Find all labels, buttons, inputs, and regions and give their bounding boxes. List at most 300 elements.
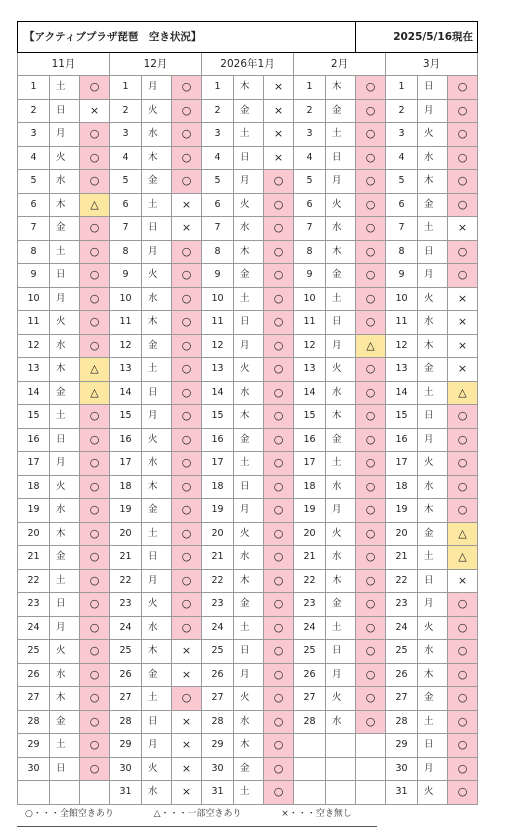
weekday: 土 <box>418 546 448 570</box>
availability-status: ○ <box>448 193 478 217</box>
day-row <box>18 757 478 781</box>
weekday: 火 <box>418 287 448 311</box>
availability-status: ○ <box>264 522 294 546</box>
weekday: 金 <box>50 217 80 241</box>
availability-status: ○ <box>264 569 294 593</box>
availability-status: ○ <box>448 640 478 664</box>
day-row <box>18 546 478 570</box>
weekday: 金 <box>234 757 264 781</box>
availability-status: ○ <box>264 757 294 781</box>
availability-status: ○ <box>80 640 110 664</box>
weekday: 金 <box>326 593 356 617</box>
weekday: 土 <box>326 616 356 640</box>
day-number: 20 <box>294 522 326 546</box>
weekday: 金 <box>418 522 448 546</box>
day-row <box>18 475 478 499</box>
availability-status: ○ <box>80 217 110 241</box>
weekday: 金 <box>326 264 356 288</box>
availability-status: ○ <box>264 358 294 382</box>
weekday: 金 <box>142 170 172 194</box>
weekday: 木 <box>326 76 356 100</box>
availability-status: ○ <box>80 452 110 476</box>
day-number: 25 <box>110 640 142 664</box>
day-number: 28 <box>294 710 326 734</box>
availability-status: ○ <box>264 334 294 358</box>
availability-status: ○ <box>356 240 386 264</box>
day-number: 15 <box>18 405 50 429</box>
day-number: 30 <box>386 757 418 781</box>
day-number: 10 <box>294 287 326 311</box>
day-number: 7 <box>294 217 326 241</box>
availability-status: ○ <box>448 710 478 734</box>
weekday: 木 <box>326 569 356 593</box>
availability-status: × <box>172 757 202 781</box>
weekday: 水 <box>142 616 172 640</box>
day-number: 22 <box>294 569 326 593</box>
availability-status: ○ <box>172 240 202 264</box>
availability-status: ○ <box>356 522 386 546</box>
weekday: 水 <box>326 475 356 499</box>
weekday: 月 <box>326 499 356 523</box>
day-number: 3 <box>294 123 326 147</box>
weekday <box>326 781 356 805</box>
day-number: 8 <box>110 240 142 264</box>
weekday: 日 <box>326 146 356 170</box>
day-number: 5 <box>294 170 326 194</box>
day-row <box>18 452 478 476</box>
day-row <box>18 99 478 123</box>
availability-status: ○ <box>264 452 294 476</box>
availability-status: ○ <box>80 734 110 758</box>
weekday: 月 <box>418 264 448 288</box>
day-number: 4 <box>386 146 418 170</box>
weekday: 土 <box>234 781 264 805</box>
day-number: 10 <box>202 287 234 311</box>
weekday: 日 <box>326 640 356 664</box>
weekday: 土 <box>418 381 448 405</box>
day-row <box>18 687 478 711</box>
day-number: 15 <box>294 405 326 429</box>
day-number <box>18 781 50 805</box>
weekday: 金 <box>234 264 264 288</box>
weekday <box>326 757 356 781</box>
day-number: 25 <box>202 640 234 664</box>
day-row <box>18 123 478 147</box>
availability-status: ○ <box>172 405 202 429</box>
availability-status: × <box>448 569 478 593</box>
weekday: 木 <box>326 240 356 264</box>
availability-status: △ <box>356 334 386 358</box>
day-number: 9 <box>386 264 418 288</box>
weekday: 日 <box>418 405 448 429</box>
availability-status: ○ <box>80 76 110 100</box>
weekday: 水 <box>142 452 172 476</box>
weekday: 水 <box>142 781 172 805</box>
weekday: 水 <box>234 217 264 241</box>
availability-status: × <box>264 76 294 100</box>
weekday: 月 <box>142 569 172 593</box>
availability-status: ○ <box>264 734 294 758</box>
weekday: 日 <box>418 240 448 264</box>
weekday: 月 <box>326 170 356 194</box>
weekday: 月 <box>50 287 80 311</box>
availability-status: ○ <box>172 499 202 523</box>
weekday: 火 <box>142 593 172 617</box>
weekday: 土 <box>326 452 356 476</box>
availability-status: ○ <box>80 663 110 687</box>
day-number: 16 <box>202 428 234 452</box>
weekday: 金 <box>50 381 80 405</box>
weekday: 金 <box>234 593 264 617</box>
availability-status: × <box>172 710 202 734</box>
day-number: 4 <box>294 146 326 170</box>
availability-status: ○ <box>172 546 202 570</box>
day-number: 18 <box>18 475 50 499</box>
availability-status: ○ <box>80 405 110 429</box>
day-number: 31 <box>386 781 418 805</box>
availability-status: ○ <box>264 499 294 523</box>
weekday: 水 <box>418 640 448 664</box>
weekday: 木 <box>234 405 264 429</box>
day-number: 25 <box>386 640 418 664</box>
availability-status: ○ <box>172 358 202 382</box>
weekday: 土 <box>234 123 264 147</box>
day-number: 11 <box>202 311 234 335</box>
availability-status: ○ <box>264 593 294 617</box>
day-number: 27 <box>18 687 50 711</box>
availability-status: × <box>172 193 202 217</box>
weekday: 月 <box>142 76 172 100</box>
day-row <box>18 428 478 452</box>
day-number: 16 <box>386 428 418 452</box>
month-header: 11月 <box>18 53 110 76</box>
weekday: 火 <box>234 687 264 711</box>
weekday: 金 <box>234 428 264 452</box>
weekday: 月 <box>418 99 448 123</box>
month-header-row <box>18 53 478 76</box>
day-number: 2 <box>18 99 50 123</box>
weekday: 火 <box>326 687 356 711</box>
weekday: 火 <box>234 193 264 217</box>
availability-status: ○ <box>448 475 478 499</box>
availability-status: × <box>172 781 202 805</box>
day-row <box>18 663 478 687</box>
day-number: 25 <box>18 640 50 664</box>
availability-status: ○ <box>264 264 294 288</box>
weekday: 土 <box>142 522 172 546</box>
weekday: 火 <box>418 616 448 640</box>
day-number: 13 <box>386 358 418 382</box>
day-number: 24 <box>18 616 50 640</box>
day-number: 4 <box>18 146 50 170</box>
weekday: 月 <box>418 593 448 617</box>
day-number: 24 <box>386 616 418 640</box>
weekday: 木 <box>418 334 448 358</box>
day-number: 14 <box>386 381 418 405</box>
day-number: 4 <box>202 146 234 170</box>
weekday: 火 <box>326 193 356 217</box>
day-number: 2 <box>294 99 326 123</box>
availability-status: ○ <box>356 99 386 123</box>
weekday: 金 <box>50 710 80 734</box>
legend-underline <box>17 826 377 827</box>
day-number: 21 <box>294 546 326 570</box>
day-number <box>294 734 326 758</box>
availability-status: × <box>448 311 478 335</box>
day-row <box>18 710 478 734</box>
day-number: 8 <box>202 240 234 264</box>
weekday: 日 <box>418 76 448 100</box>
day-number: 28 <box>386 710 418 734</box>
day-number: 19 <box>294 499 326 523</box>
day-number: 11 <box>110 311 142 335</box>
day-number: 12 <box>110 334 142 358</box>
day-number: 22 <box>110 569 142 593</box>
day-number: 9 <box>110 264 142 288</box>
availability-status: ○ <box>172 381 202 405</box>
day-number: 7 <box>386 217 418 241</box>
weekday: 金 <box>50 546 80 570</box>
weekday: 木 <box>234 76 264 100</box>
day-number: 14 <box>294 381 326 405</box>
weekday: 土 <box>50 76 80 100</box>
availability-status: ○ <box>172 452 202 476</box>
availability-status: ○ <box>172 334 202 358</box>
day-row <box>18 640 478 664</box>
availability-status: ○ <box>172 264 202 288</box>
availability-status: △ <box>448 546 478 570</box>
availability-status: ○ <box>356 264 386 288</box>
availability-status: ○ <box>356 546 386 570</box>
day-number: 5 <box>110 170 142 194</box>
day-number: 6 <box>110 193 142 217</box>
day-number: 27 <box>110 687 142 711</box>
weekday: 火 <box>50 640 80 664</box>
day-number: 1 <box>18 76 50 100</box>
weekday: 土 <box>326 287 356 311</box>
day-number: 12 <box>18 334 50 358</box>
day-number: 16 <box>294 428 326 452</box>
availability-status: ○ <box>80 428 110 452</box>
day-row <box>18 616 478 640</box>
month-header: 2月 <box>294 53 386 76</box>
weekday: 水 <box>142 123 172 147</box>
day-number: 25 <box>294 640 326 664</box>
day-number <box>294 781 326 805</box>
weekday: 水 <box>418 311 448 335</box>
day-number: 8 <box>294 240 326 264</box>
availability-status: ○ <box>448 663 478 687</box>
weekday: 水 <box>142 287 172 311</box>
day-number: 24 <box>294 616 326 640</box>
weekday: 火 <box>418 123 448 147</box>
availability-status: × <box>172 217 202 241</box>
day-number: 18 <box>386 475 418 499</box>
day-number: 7 <box>18 217 50 241</box>
day-number: 14 <box>110 381 142 405</box>
day-row <box>18 358 478 382</box>
day-number: 28 <box>18 710 50 734</box>
weekday: 金 <box>234 99 264 123</box>
weekday: 水 <box>234 710 264 734</box>
availability-status: ○ <box>356 663 386 687</box>
day-number: 21 <box>18 546 50 570</box>
availability-status: ○ <box>80 569 110 593</box>
weekday: 木 <box>234 734 264 758</box>
day-number: 30 <box>18 757 50 781</box>
availability-status: ○ <box>80 334 110 358</box>
day-number: 26 <box>18 663 50 687</box>
weekday: 日 <box>418 569 448 593</box>
day-number: 10 <box>386 287 418 311</box>
weekday: 月 <box>142 240 172 264</box>
weekday: 木 <box>418 170 448 194</box>
weekday: 日 <box>50 99 80 123</box>
availability-status: × <box>448 358 478 382</box>
day-row <box>18 593 478 617</box>
day-row <box>18 311 478 335</box>
availability-sheet <box>17 21 478 805</box>
weekday: 水 <box>326 381 356 405</box>
availability-status <box>356 734 386 758</box>
day-number: 16 <box>18 428 50 452</box>
weekday: 水 <box>234 381 264 405</box>
availability-status: ○ <box>356 193 386 217</box>
weekday: 土 <box>234 452 264 476</box>
day-row <box>18 193 478 217</box>
availability-status: ○ <box>80 264 110 288</box>
availability-status: ○ <box>264 428 294 452</box>
weekday: 日 <box>50 428 80 452</box>
availability-status: × <box>264 123 294 147</box>
day-number: 20 <box>110 522 142 546</box>
weekday: 金 <box>142 334 172 358</box>
availability-status: ○ <box>448 499 478 523</box>
availability-status: ○ <box>264 287 294 311</box>
day-number: 12 <box>294 334 326 358</box>
availability-status: ○ <box>356 123 386 147</box>
availability-status: × <box>448 287 478 311</box>
day-number: 16 <box>110 428 142 452</box>
day-row <box>18 170 478 194</box>
weekday: 月 <box>234 499 264 523</box>
availability-status: ○ <box>80 710 110 734</box>
availability-status: △ <box>80 193 110 217</box>
weekday: 土 <box>142 358 172 382</box>
weekday: 日 <box>142 381 172 405</box>
availability-status: ○ <box>172 475 202 499</box>
day-row <box>18 499 478 523</box>
availability-status: ○ <box>448 781 478 805</box>
availability-status: × <box>448 217 478 241</box>
weekday: 金 <box>142 663 172 687</box>
month-header: 3月 <box>386 53 478 76</box>
day-number: 20 <box>18 522 50 546</box>
availability-status <box>80 781 110 805</box>
weekday: 水 <box>326 710 356 734</box>
availability-status: ○ <box>172 76 202 100</box>
availability-status: ○ <box>264 640 294 664</box>
availability-status: ○ <box>80 123 110 147</box>
day-number: 28 <box>202 710 234 734</box>
day-number: 1 <box>110 76 142 100</box>
availability-table <box>17 21 478 805</box>
day-row <box>18 405 478 429</box>
day-number: 15 <box>202 405 234 429</box>
availability-status: ○ <box>356 76 386 100</box>
day-number: 17 <box>294 452 326 476</box>
availability-status: ○ <box>356 687 386 711</box>
day-number: 13 <box>18 358 50 382</box>
weekday: 水 <box>50 170 80 194</box>
weekday: 金 <box>142 499 172 523</box>
weekday: 火 <box>142 264 172 288</box>
sheet-title: 【アクティブプラザ琵琶 空き状況】 <box>18 22 356 53</box>
weekday: 木 <box>50 687 80 711</box>
day-number: 27 <box>202 687 234 711</box>
availability-status: ○ <box>356 710 386 734</box>
weekday: 火 <box>418 781 448 805</box>
weekday: 土 <box>142 687 172 711</box>
day-number: 31 <box>110 781 142 805</box>
availability-status: ○ <box>172 146 202 170</box>
availability-status: ○ <box>448 734 478 758</box>
day-number: 24 <box>110 616 142 640</box>
weekday: 木 <box>418 663 448 687</box>
availability-status: ○ <box>172 428 202 452</box>
month-header: 2026年1月 <box>202 53 294 76</box>
weekday: 水 <box>50 663 80 687</box>
availability-status: ○ <box>80 757 110 781</box>
weekday: 土 <box>50 569 80 593</box>
day-number: 6 <box>18 193 50 217</box>
day-number: 4 <box>110 146 142 170</box>
availability-status: ○ <box>448 240 478 264</box>
availability-status: × <box>264 146 294 170</box>
availability-status: ○ <box>356 146 386 170</box>
availability-status: ○ <box>264 475 294 499</box>
availability-status: ○ <box>264 405 294 429</box>
month-header: 12月 <box>110 53 202 76</box>
availability-status: ○ <box>356 616 386 640</box>
day-row <box>18 522 478 546</box>
day-number: 5 <box>18 170 50 194</box>
availability-status: ○ <box>356 569 386 593</box>
availability-status: × <box>172 640 202 664</box>
availability-status: ○ <box>264 217 294 241</box>
weekday: 木 <box>142 311 172 335</box>
day-number: 22 <box>18 569 50 593</box>
availability-status <box>356 781 386 805</box>
day-number: 17 <box>110 452 142 476</box>
day-number: 24 <box>202 616 234 640</box>
weekday <box>50 781 80 805</box>
day-number: 26 <box>386 663 418 687</box>
availability-status: ○ <box>264 381 294 405</box>
availability-status: ○ <box>80 616 110 640</box>
availability-status: ○ <box>264 546 294 570</box>
weekday: 日 <box>234 311 264 335</box>
weekday: 土 <box>142 193 172 217</box>
day-number: 26 <box>294 663 326 687</box>
day-row <box>18 381 478 405</box>
weekday: 月 <box>142 734 172 758</box>
weekday: 土 <box>50 734 80 758</box>
day-number: 20 <box>202 522 234 546</box>
availability-status: ○ <box>356 311 386 335</box>
day-number: 19 <box>18 499 50 523</box>
day-number: 23 <box>202 593 234 617</box>
